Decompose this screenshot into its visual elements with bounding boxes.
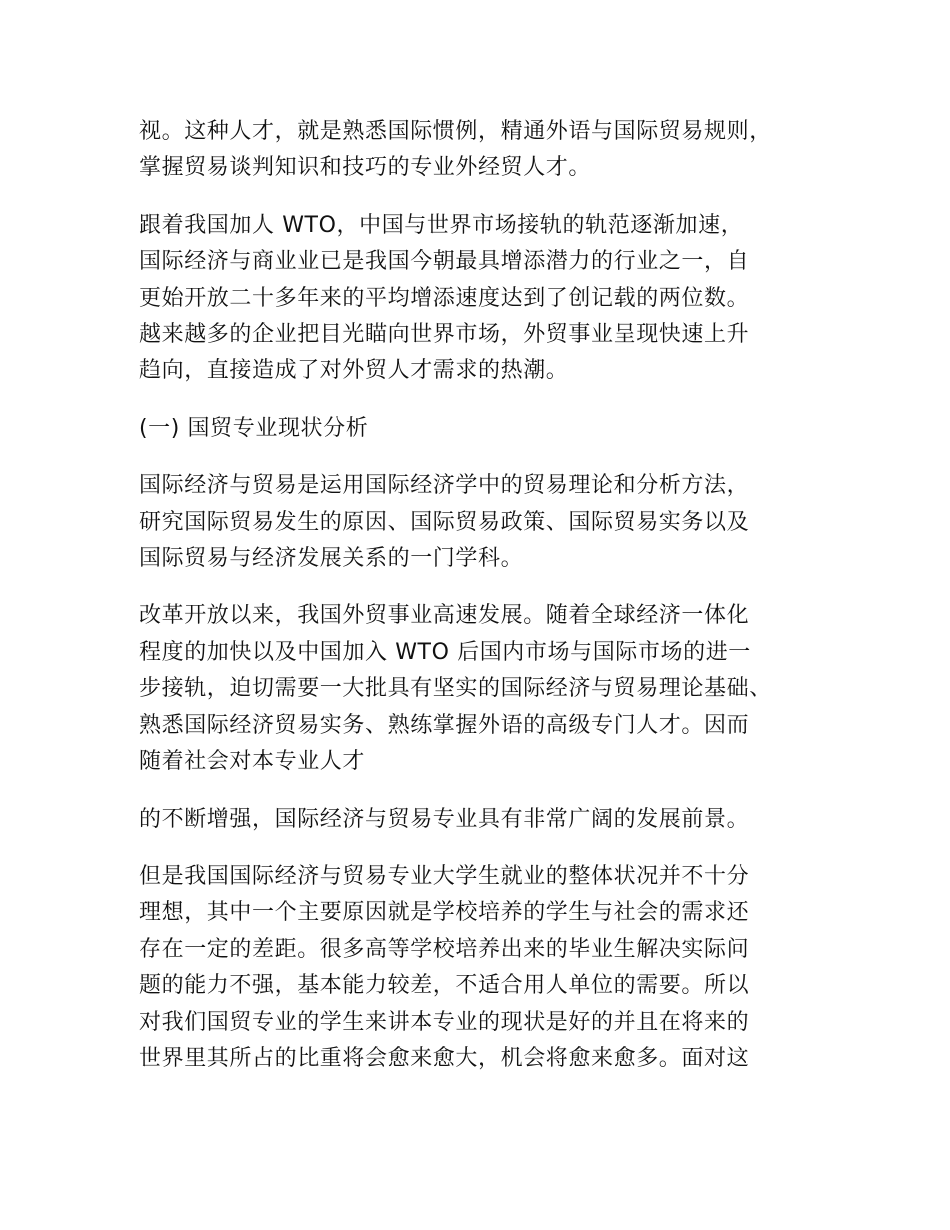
text-line: 国际经济与商业业已是我国今朝最具增添潜力的行业之一，自	[139, 249, 750, 275]
text-line: 步接轨，迫切需要一大批具有坚实的国际经济与贸易理论基础、	[139, 676, 772, 702]
text-line: 掌握贸易谈判知识和技巧的专业外经贸人才。	[139, 155, 592, 181]
text-line: 理想，其中一个主要原因就是学校培养的学生与社会的需求还	[139, 900, 750, 926]
text-line: 越来越多的企业把目光瞄向世界市场，外贸事业呈现快速上升	[139, 322, 750, 348]
text-line: 对我们国贸专业的学生来讲本专业的现状是好的并且在将来的	[139, 1009, 750, 1035]
paragraph-5	[139, 598, 819, 780]
text-line: 的不断增强，国际经济与贸易专业具有非常广阔的发展前景。	[139, 806, 750, 832]
text-line: 视。这种人才，就是熟悉国际惯例，精通外语与国际贸易规则，	[139, 119, 772, 144]
heading-line: (一) 国贸专业现状分析	[139, 415, 369, 441]
text-line: 世界里其所占的比重将会愈来愈大，机会将愈来愈多。面对这	[139, 1045, 750, 1071]
text-line: 程度的加快以及中国加入 WTO 后国内市场与国际市场的进一	[139, 639, 751, 665]
text-line: 国际贸易与经济发展关系的一门学科。	[139, 546, 524, 572]
text-line: 但是我国国际经济与贸易专业大学生就业的整体状况并不十分	[139, 863, 750, 889]
text-line: 国际经济与贸易是运用国际经济学中的贸易理论和分析方法，	[139, 473, 750, 499]
text-line: 题的能力不强，基本能力较差，不适合用人单位的需要。所以	[139, 973, 750, 999]
text-line: 熟悉国际经济贸易实务、熟练掌握外语的高级专门人才。因而	[139, 712, 750, 738]
paragraph-7	[139, 859, 819, 1077]
text-line: 随着社会对本专业人才	[139, 749, 366, 775]
text-line: 存在一定的差距。很多高等学校培养出来的毕业生解决实际问	[139, 936, 750, 962]
paragraph-1	[139, 114, 819, 187]
text-line: 研究国际贸易发生的原因、国际贸易政策、国际贸易实务以及	[139, 509, 750, 535]
text-line: 趋向，直接造成了对外贸人才需求的热潮。	[139, 358, 569, 384]
text-line: 跟着我国加人 WTO，中国与世界市场接轨的轨范逐渐加速，	[139, 212, 744, 238]
text-line: 更始开放二十多年来的平均增添速度达到了创记载的两位数。	[139, 285, 750, 311]
paragraph-4	[139, 468, 819, 577]
text-line: 改革开放以来，我国外贸事业高速发展。随着全球经济一体化	[139, 603, 750, 629]
paragraph-2	[139, 208, 819, 390]
section-heading	[139, 411, 819, 447]
paragraph-6	[139, 802, 819, 838]
document-page	[139, 114, 819, 1098]
